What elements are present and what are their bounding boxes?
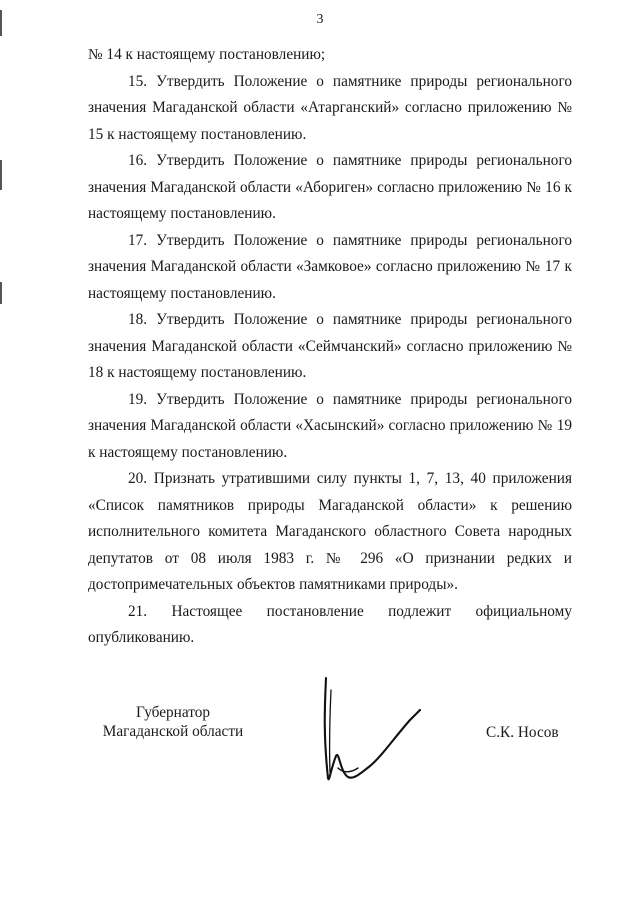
paragraph-continuation: № 14 к настоящему постановлению; <box>88 46 326 63</box>
paragraph-item-17: 17. Утвердить Положение о памятнике природы регионального значения Магаданской области «Замковое» согласно приложению № 17 к настоящему постановлению. <box>88 231 572 302</box>
paragraph-item-19: 19. Утвердить Положение о памятнике природы регионального значения Магаданской области «Хасынский» согласно приложению № 19 к настоящему постановлению. <box>88 390 572 461</box>
paragraph-item-15: 15. Утвердить Положение о памятнике природы регионального значения Магаданской области «Атарганский» согласно приложению № 15 к настоящему постановлению. <box>88 72 572 143</box>
paragraph-item-16: 16. Утвердить Положение о памятнике природы регионального значения Магаданской области «Абориген» согласно приложению № 16 к настоящему постановлению. <box>88 152 572 222</box>
signatory-name: С.К. Носов <box>486 724 559 741</box>
paragraph-item-18: 18. Утвердить Положение о памятнике природы регионального значения Магаданской области «Сеймчанский» согласно приложению № 18 к настоящему постановлению. <box>88 311 572 381</box>
document-body <box>88 42 572 652</box>
paragraph-item-20: 20. Признать утратившими силу пункты 1, 7, 13, 40 приложения «Список памятников природы Магаданской области» к решению исполнительного комитета Магаданского областного Совета народных депутатов от 08 июля 1983 г. № 296 «О признании редких и достопримечательных объектов памятниками природы». <box>88 470 572 593</box>
signatory-title-line: Магаданской области <box>102 723 244 740</box>
handwritten-signature <box>314 672 434 792</box>
page-number: 3 <box>316 12 324 27</box>
paragraph-item-21: 21. Настоящее постановление подлежит официальному опубликованию. <box>88 602 572 646</box>
signatory-title-line: Губернатор <box>135 704 211 721</box>
scan-edge-mark <box>0 282 2 304</box>
scan-edge-mark <box>0 160 2 190</box>
signatory-title <box>88 703 258 741</box>
